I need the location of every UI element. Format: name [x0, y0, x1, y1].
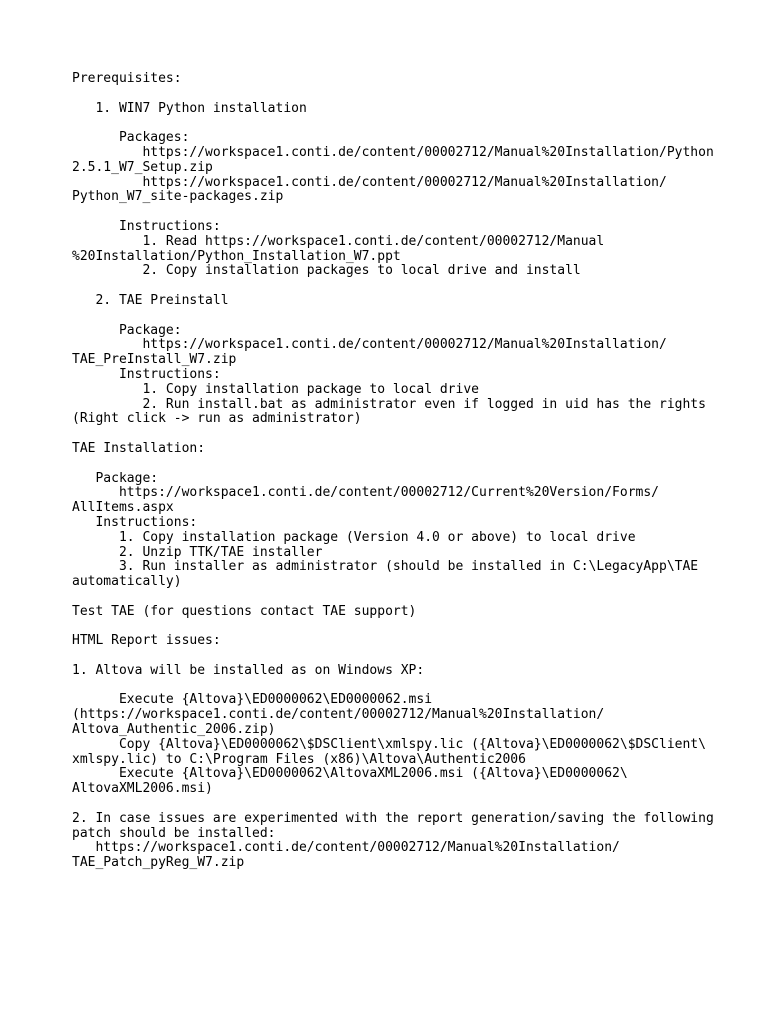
blank-line: [72, 279, 712, 294]
altova-execute-xml-msi-cont: AltovaXML2006.msi): [72, 781, 213, 797]
python-site-packages-link[interactable]: https://workspace1.conti.de/content/00002712/Manual%20Installation/: [72, 174, 667, 190]
python-site-packages-link-cont[interactable]: Python_W7_site-packages.zip: [72, 189, 284, 205]
preinstall-instruction-copy: 1. Copy installation package to local drive: [72, 381, 479, 397]
python-setup-link[interactable]: https://workspace1.conti.de/content/00002712/Manual%20Installation/Python: [72, 144, 714, 160]
blank-line: [72, 590, 712, 605]
blank-line: [72, 649, 712, 664]
issue-altova: 1. Altova will be installed as on Windows XP:: [72, 662, 425, 678]
altova-copy-license-cont: xmlspy.lic) to C:\Program Files (x86)\Altova\Authentic2006: [72, 751, 526, 767]
python-instruction-copy: 2. Copy installation packages to local drive and install: [72, 263, 581, 279]
blank-line: [72, 309, 712, 324]
issue-report-generation-cont: patch should be installed:: [72, 825, 276, 841]
blank-line: [72, 427, 712, 442]
tae-current-version-link[interactable]: https://workspace1.conti.de/content/00002712/Current%20Version/Forms/: [72, 485, 659, 501]
python-instruction-read-link-cont[interactable]: %20Installation/Python_Installation_W7.ppt: [72, 248, 401, 264]
instructions-label: Instructions:: [72, 218, 221, 234]
instructions-label: Instructions:: [72, 366, 221, 382]
altova-copy-license: Copy {Altova}\ED0000062\$DSClient\xmlspy.lic ({Altova}\ED0000062\$DSClient\: [72, 736, 706, 752]
blank-line: [72, 87, 712, 102]
tae-instruction-unzip: 2. Unzip TTK/TAE installer: [72, 544, 323, 560]
altova-execute-msi: Execute {Altova}\ED0000062\ED0000062.msi: [72, 692, 433, 708]
document-page: [72, 72, 712, 871]
tae-preinstall-link-cont[interactable]: TAE_PreInstall_W7.zip: [72, 352, 237, 368]
tae-instruction-copy: 1. Copy installation package (Version 4.0 or above) to local drive: [72, 529, 636, 545]
packages-label: Packages:: [72, 130, 190, 146]
instructions-label: Instructions:: [72, 514, 198, 530]
blank-line: [72, 116, 712, 131]
step-tae-preinstall: 2. TAE Preinstall: [72, 292, 229, 308]
section-heading-html-report-issues: HTML Report issues:: [72, 633, 221, 649]
altova-authentic-link-cont[interactable]: Altova_Authentic_2006.zip): [72, 722, 276, 738]
tae-patch-link-cont[interactable]: TAE_Patch_pyReg_W7.zip: [72, 855, 245, 871]
section-heading-tae-installation: TAE Installation:: [72, 440, 206, 456]
package-label: Package:: [72, 322, 182, 338]
altova-execute-xml-msi: Execute {Altova}\ED0000062\AltovaXML2006.msi ({Altova}\ED0000062\: [72, 766, 628, 782]
blank-line: [72, 797, 712, 812]
test-tae-note: Test TAE (for questions contact TAE support): [72, 603, 417, 619]
preinstall-instruction-run-cont: (Right click -> run as administrator): [72, 411, 362, 427]
section-heading-prerequisites: Prerequisites:: [72, 71, 182, 86]
tae-current-version-link-cont[interactable]: AllItems.aspx: [72, 500, 174, 516]
blank-line: [72, 679, 712, 694]
step-python-installation: 1. WIN7 Python installation: [72, 100, 307, 116]
blank-line: [72, 205, 712, 220]
tae-preinstall-link[interactable]: https://workspace1.conti.de/content/00002712/Manual%20Installation/: [72, 337, 667, 353]
tae-patch-link[interactable]: https://workspace1.conti.de/content/00002712/Manual%20Installation/: [72, 840, 620, 856]
tae-instruction-run-cont: automatically): [72, 574, 182, 590]
python-setup-link-cont[interactable]: 2.5.1_W7_Setup.zip: [72, 159, 213, 175]
preinstall-instruction-run: 2. Run install.bat as administrator even if logged in uid has the rights: [72, 396, 706, 412]
package-label: Package:: [72, 470, 159, 486]
python-instruction-read-link[interactable]: 1. Read https://workspace1.conti.de/content/00002712/Manual: [72, 233, 605, 249]
tae-instruction-run: 3. Run installer as administrator (should be installed in C:\LegacyApp\TAE: [72, 559, 699, 575]
blank-line: [72, 457, 712, 472]
altova-authentic-link[interactable]: (https://workspace1.conti.de/content/00002712/Manual%20Installation/: [72, 707, 605, 723]
blank-line: [72, 619, 712, 634]
issue-report-generation: 2. In case issues are experimented with the report generation/saving the following: [72, 810, 714, 826]
